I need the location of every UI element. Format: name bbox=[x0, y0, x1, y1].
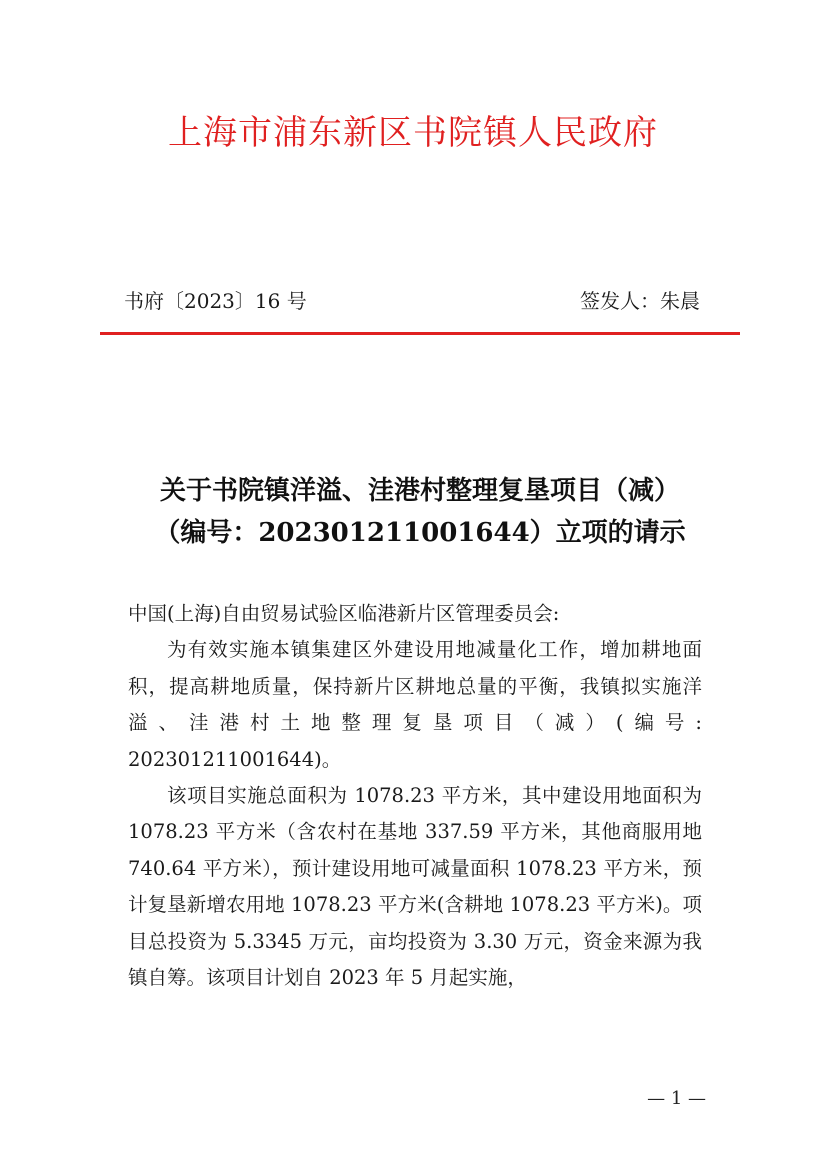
issuing-authority-title: 上海市浦东新区书院镇人民政府 bbox=[168, 113, 658, 153]
red-divider-line bbox=[100, 332, 740, 335]
signer: 签发人：朱晨 bbox=[580, 289, 700, 313]
page-number: — 1 — bbox=[647, 1088, 706, 1109]
body-paragraph-2: 该项目实施总面积为 1078.23 平方米，其中建设用地面积为 1078.23 平方米（含农村在基地 337.59 平方米，其他商服用地 740.64 平方米），预计建设用地可减量面积 1078.23 平方米，预计复垦新增农用地 1078.23 平方米(含耕地 1078.23 平方米)。项目总投资为 5.3345 万元，亩均投资为 3.30 万元，资金来源为我镇自筹。该项目计划自 2023 年 5 月起实施， bbox=[128, 784, 702, 990]
document-number: 书府〔2023〕16 号 bbox=[124, 289, 307, 313]
document-title-line-1: 关于书院镇洋溢、洼港村整理复垦项目（减） bbox=[159, 476, 680, 506]
body-paragraph-1: 为有效实施本镇集建区外建设用地减量化工作，增加耕地面积，提高耕地质量，保持新片区耕地总量的平衡，我镇拟实施洋溢、洼港村土地整理复垦项目（减）(编号: 202301211001644)。 bbox=[128, 638, 702, 771]
document-body bbox=[128, 596, 702, 996]
document-title bbox=[100, 470, 740, 554]
document-title-line-2: （编号：202301211001644）立项的请示 bbox=[154, 518, 686, 548]
salutation: 中国(上海)自由贸易试验区临港新片区管理委员会: bbox=[128, 602, 560, 625]
